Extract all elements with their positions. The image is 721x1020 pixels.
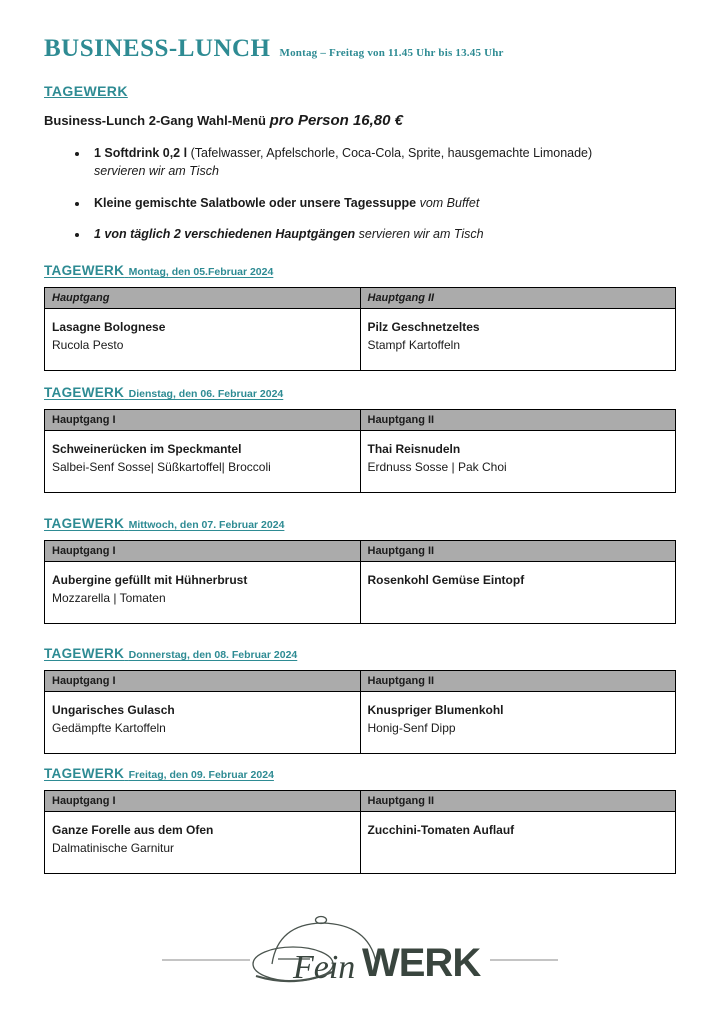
intro-heading: TAGEWERK	[44, 83, 128, 100]
dish-title: Ungarisches Gulasch	[52, 702, 175, 717]
included-items-list	[44, 144, 676, 243]
page-subtitle: Montag – Freitag von 11.45 Uhr bis 13.45 Uhr	[279, 47, 504, 59]
dish-cell	[45, 811, 361, 873]
dish-cell	[360, 308, 676, 370]
dish-sub: Stampf Kartoffeln	[367, 337, 460, 352]
dish-cell	[360, 691, 676, 753]
dish-title: Zucchini-Tomaten Auflauf	[367, 822, 515, 837]
dish-title: Rosenkohl Gemüse Eintopf	[367, 572, 525, 587]
menu-line-name: Business-Lunch 2-Gang Wahl-Menü	[44, 113, 266, 129]
logo-block-text: WERK	[362, 940, 481, 985]
dish-title: Pilz Geschnetzeltes	[367, 319, 480, 334]
bullet2-bold: Kleine gemischte Salatbowle oder unsere Tagessuppe	[94, 195, 417, 210]
day-heading-label: TAGEWERK	[44, 765, 125, 781]
column-header: Hauptgang I	[45, 790, 361, 811]
day-heading	[44, 645, 297, 663]
day-heading	[44, 515, 284, 533]
dish-sub: Salbei-Senf Sosse| Süßkartoffel| Broccoli	[52, 459, 271, 474]
list-item	[89, 144, 676, 180]
day-section-dienstag	[44, 384, 676, 493]
day-heading-label: TAGEWERK	[44, 262, 125, 278]
column-header: Hauptgang II	[360, 790, 676, 811]
day-heading-label: TAGEWERK	[44, 515, 125, 531]
day-section-freitag	[44, 765, 676, 874]
dish-cell	[45, 691, 361, 753]
logo-script-text: Fein	[293, 948, 356, 986]
day-section-montag	[44, 262, 676, 371]
title-row	[44, 36, 676, 62]
dish-cell	[360, 811, 676, 873]
company-logo	[44, 912, 676, 992]
dish-sub: Honig-Senf Dipp	[367, 720, 456, 735]
menu-table-montag	[44, 287, 676, 371]
day-heading-label: TAGEWERK	[44, 384, 125, 400]
bullet3-bold-italic: 1 von täglich 2 verschiedenen Hauptgängen	[94, 226, 356, 241]
column-header: Hauptgang II	[360, 540, 676, 561]
column-header: Hauptgang	[45, 287, 361, 308]
list-item	[89, 225, 676, 243]
dish-cell	[360, 561, 676, 623]
column-header: Hauptgang II	[360, 670, 676, 691]
menu-table-freitag	[44, 790, 676, 874]
bullet2-italic: vom Buffet	[419, 195, 480, 210]
day-heading-date: Dienstag, den 06. Februar 2024	[128, 387, 284, 400]
menu-table-mittwoch	[44, 540, 676, 624]
column-header: Hauptgang II	[360, 287, 676, 308]
bullet1-bold: 1 Softdrink 0,2 l	[94, 146, 188, 161]
menu-line-price: pro Person 16,80 €	[269, 112, 404, 130]
dish-cell	[45, 561, 361, 623]
dish-cell	[45, 308, 361, 370]
page-title: BUSINESS-LUNCH	[44, 35, 271, 62]
bullet3-italic: servieren wir am Tisch	[358, 226, 484, 241]
dish-title: Ganze Forelle aus dem Ofen	[52, 822, 214, 837]
column-header: Hauptgang I	[45, 540, 361, 561]
dish-sub: Mozzarella | Tomaten	[52, 590, 166, 605]
dish-title: Lasagne Bolognese	[52, 319, 166, 334]
dish-sub: Gedämpfte Kartoffeln	[52, 720, 166, 735]
dish-title: Schweinerücken im Speckmantel	[52, 441, 242, 456]
feinwerk-logo	[160, 912, 560, 992]
day-heading-date: Mittwoch, den 07. Februar 2024	[128, 518, 285, 531]
day-section-mittwoch	[44, 515, 676, 624]
dish-title: Thai Reisnudeln	[367, 441, 461, 456]
day-section-donnerstag	[44, 645, 676, 754]
menu-table-dienstag	[44, 409, 676, 493]
column-header: Hauptgang II	[360, 409, 676, 430]
dish-sub: Dalmatinische Garnitur	[52, 840, 175, 855]
menu-table-donnerstag	[44, 670, 676, 754]
column-header: Hauptgang I	[45, 409, 361, 430]
day-heading	[44, 765, 274, 783]
day-heading	[44, 384, 283, 402]
dish-sub: Erdnuss Sosse | Pak Choi	[367, 459, 507, 474]
day-heading-date: Montag, den 05.Februar 2024	[128, 265, 274, 278]
day-heading-date: Freitag, den 09. Februar 2024	[128, 768, 274, 781]
menu-line	[44, 112, 676, 129]
dish-title: Aubergine gefüllt mit Hühnerbrust	[52, 572, 248, 587]
column-header: Hauptgang I	[45, 670, 361, 691]
day-heading-date: Donnerstag, den 08. Februar 2024	[128, 648, 298, 661]
dish-title: Knuspriger Blumenkohl	[367, 702, 504, 717]
dish-cell	[45, 430, 361, 492]
bullet1-line2: servieren wir am Tisch	[94, 164, 219, 179]
dish-cell	[360, 430, 676, 492]
bullet1-rest: (Tafelwasser, Apfelschorle, Coca-Cola, Sprite, hausgemachte Limonade)	[190, 146, 593, 161]
day-heading-label: TAGEWERK	[44, 645, 125, 661]
list-item	[89, 194, 676, 212]
dish-sub: Rucola Pesto	[52, 337, 124, 352]
day-heading	[44, 262, 273, 280]
